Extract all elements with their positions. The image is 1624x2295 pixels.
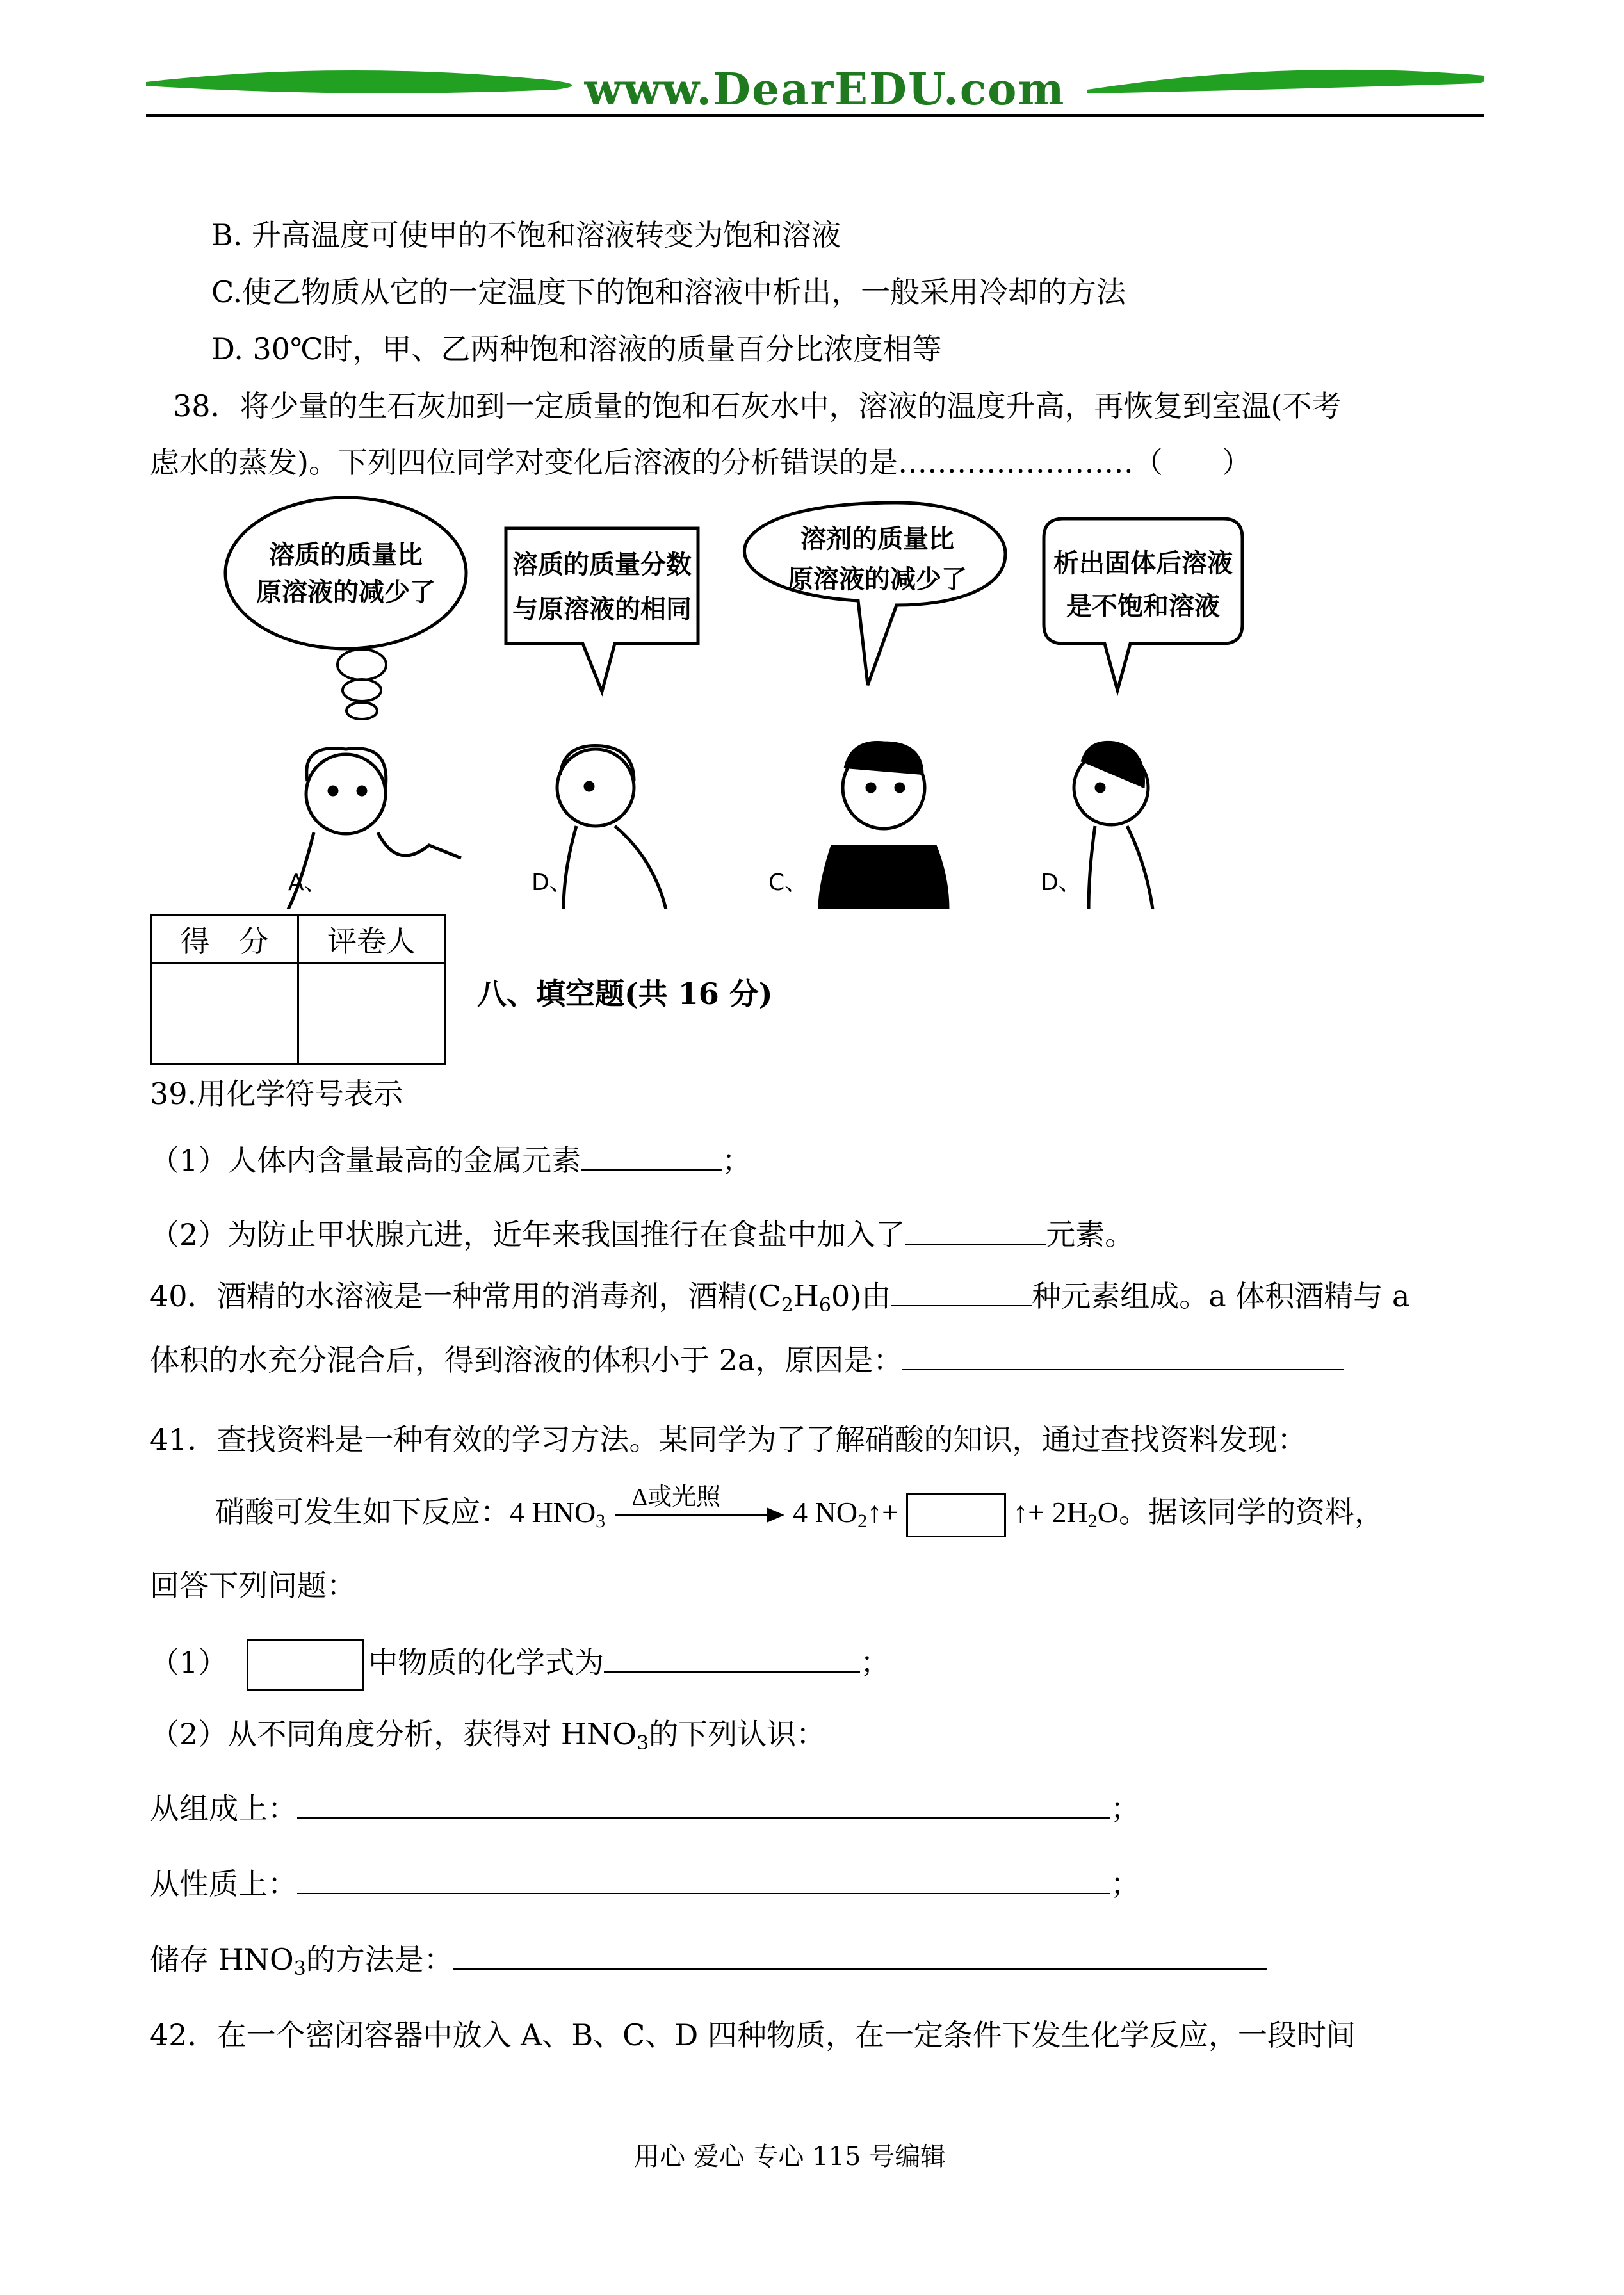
student-b-figure	[557, 746, 666, 909]
q41-storage: 储存 $HNO_3$的方法是：	[150, 1939, 1267, 1980]
score-cell[interactable]	[151, 963, 298, 1064]
formula-box[interactable]	[247, 1639, 364, 1691]
q41-part2: （2）从不同角度分析，获得对 $HNO_3$的下列认识：	[150, 1717, 826, 1755]
grader-cell[interactable]	[298, 963, 445, 1064]
q40-blank2[interactable]	[902, 1343, 1344, 1370]
q39-title: 39.用化学符号表示	[150, 1076, 403, 1111]
bubble-b-line1: 溶质的质量分数	[512, 550, 692, 580]
bubble-b	[506, 528, 698, 692]
q41-blank-composition[interactable]	[297, 1792, 1110, 1819]
student-d-label: D、	[1041, 870, 1082, 896]
q41-part1: （1） 中物质的化学式为 ；	[150, 1639, 889, 1691]
header-banner	[146, 64, 1484, 122]
reaction-arrow: Δ或光照	[613, 1502, 786, 1528]
bubble-b-line2: 与原溶液的相同	[512, 595, 692, 624]
q41-line3: 回答下列问题：	[150, 1568, 356, 1603]
q41-line1: 41．查找资料是一种有效的学习方法。某同学为了了解硝酸的知识，通过查找资料发现：	[150, 1422, 1307, 1457]
site-logo: www.DearEDU.com	[584, 64, 1066, 115]
student-a-label: A、	[288, 870, 327, 896]
bubble-d-line1: 析出固体后溶液	[1053, 549, 1233, 578]
bubble-c-line2: 原溶液的减少了	[788, 565, 967, 594]
q41-reaction: 硝酸可发生如下反应：4 $HNO_3$ Δ或光照 4 $NO_2↑+$ ↑+ $2H_2O$。据该同学的资料，	[215, 1492, 1384, 1537]
unknown-product-box[interactable]	[906, 1493, 1006, 1537]
q38-line1: 38．将少量的生石灰加到一定质量的饱和石灰水中，溶液的温度升高，再恢复到室温(不考	[173, 389, 1342, 423]
student-d-figure	[1074, 742, 1153, 909]
bubble-c-line1: 溶剂的质量比	[800, 524, 954, 554]
student-c-label: C、	[768, 870, 808, 896]
q41-property: 从性质上： ；	[150, 1867, 1140, 1901]
student-c-figure	[820, 743, 948, 910]
option-b: B. 升高温度可使甲的不饱和溶液转变为饱和溶液	[211, 218, 841, 252]
q38-illustration	[218, 487, 1255, 909]
q41-composition: 从组成上： ；	[150, 1791, 1140, 1826]
bubble-a-line2: 原溶液的减少了	[256, 578, 435, 607]
q41-blank-storage[interactable]	[453, 1943, 1267, 1970]
q40-line2: 体积的水充分混合后，得到溶液的体积小于 2a，原因是：	[150, 1340, 1344, 1381]
q39-blank2[interactable]	[905, 1218, 1046, 1245]
grader-header: 评卷人	[298, 916, 445, 963]
q39-blank1[interactable]	[581, 1144, 722, 1171]
q40-blank1[interactable]	[891, 1279, 1032, 1306]
student-b-label: D、	[532, 870, 572, 896]
q42-line1: 42．在一个密闭容器中放入 A、B、C、D 四种物质，在一定条件下发生化学反应，一段时间	[150, 2018, 1356, 2052]
score-table	[150, 914, 446, 1065]
section-title: 八、填空题(共 16 分)	[477, 977, 773, 1011]
q41-blank-property[interactable]	[297, 1867, 1110, 1894]
q41-blank-formula[interactable]	[604, 1646, 860, 1673]
score-header: 得 分	[151, 916, 298, 963]
q39-part2: （2）为防止甲状腺亢进，近年来我国推行在食盐中加入了 元素。	[150, 1217, 1135, 1252]
option-d: D. 30℃时，甲、乙两种饱和溶液的质量百分比浓度相等	[211, 332, 942, 366]
bubble-c	[744, 503, 1005, 685]
q38-line2: 虑水的蒸发)。下列四位同学对变化后溶液的分析错误的是……………………（ ）	[150, 445, 1251, 480]
q40-line1: 40．酒精的水溶液是一种常用的消毒剂，酒精$(C_2H_60)$由 种元素组成。a 体积酒精与 a	[150, 1279, 1410, 1317]
q39-part1: （1）人体内含量最高的金属元素 ；	[150, 1143, 752, 1178]
bubble-a-line1: 溶质的质量比	[269, 540, 423, 570]
bubble-d	[1044, 519, 1242, 690]
bubble-d-line2: 是不饱和溶液	[1066, 592, 1220, 621]
option-c: C.使乙物质从它的一定温度下的饱和溶液中析出，一般采用冷却的方法	[211, 275, 1126, 309]
page-footer: 用心 爱心 专心 115 号编辑	[634, 2142, 946, 2171]
bubble-a	[225, 498, 466, 719]
